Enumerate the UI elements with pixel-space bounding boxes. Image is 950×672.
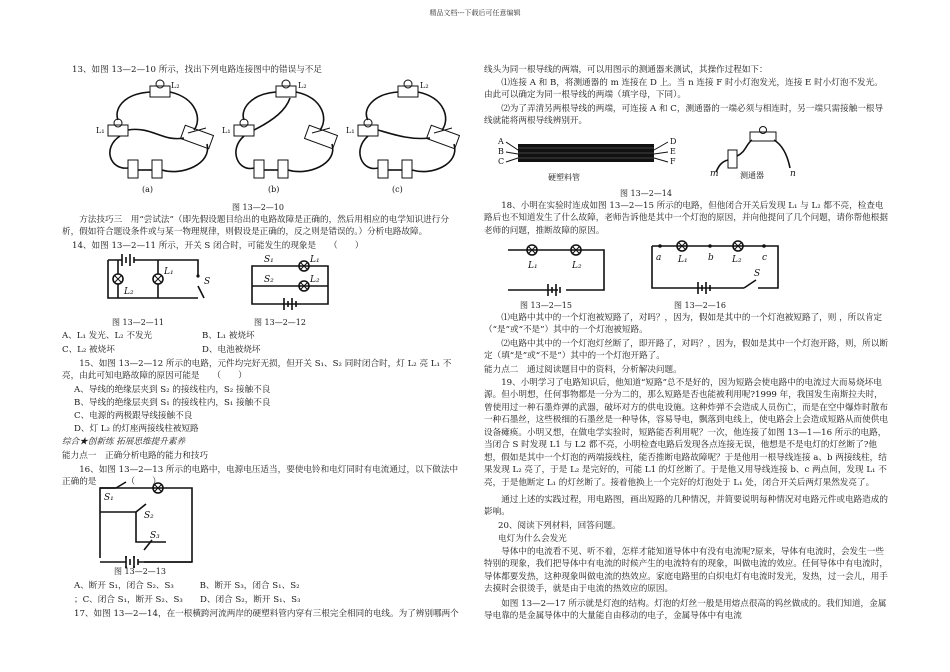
svg-text:L₂: L₂ — [310, 275, 320, 285]
q16-options-row-2: ；C、闭合 S₁，断开 S₂、S₃ D、闭合 S₂，断开 S₁、S₃ — [74, 595, 301, 605]
svg-text:L₂: L₂ — [732, 255, 742, 265]
q15-option-a: A、导线的绝缘层夹到 S₂ 的接线柱内，S₂ 接触不良 — [74, 385, 271, 395]
q20-article-title: 电灯为什么会发光 — [498, 534, 567, 544]
figure-13-2-16 — [648, 238, 788, 298]
figure-13-2-10 — [62, 80, 466, 195]
svg-text:L₁: L₁ — [96, 126, 105, 135]
question-14: 14、如图 13—2—11 所示，开关 S 闭合时，可能发生的现象是 （ ） — [72, 241, 364, 251]
svg-text:E: E — [670, 147, 676, 156]
q18-part-1: ⑴电路中其中的一个灯泡被短路了，对吗？，因为，假如是其中的一个灯泡被短路了，则 ，所以肯定（“是”或“不是”）其中的一个灯泡被短路。 — [484, 313, 883, 336]
svg-text:L₂: L₂ — [298, 81, 307, 90]
circuit-c — [346, 80, 459, 194]
svg-text:L₁: L₁ — [222, 126, 231, 135]
caption-13-2-16: 图 13—2—16 — [674, 301, 726, 310]
svg-text:b: b — [708, 253, 714, 263]
question-19-task: 通过上述的实践过程，用电路图，画出短路的几种情况，并简要说明每种情况对电路元件或电路造成的影响。 — [484, 495, 888, 518]
svg-text:S₁: S₁ — [264, 255, 274, 265]
caption-13-2-14: 图 13—2—14 — [620, 189, 672, 198]
svg-text:S₃: S₃ — [150, 531, 160, 541]
svg-text:测通器: 测通器 — [740, 171, 764, 180]
svg-text:S: S — [754, 269, 761, 279]
figure-13-2-11 — [98, 254, 218, 314]
caption-13-2-10: 图 13—2—10 — [232, 203, 284, 212]
q15-option-c: C、电源的两极跟导线接触不良 — [74, 411, 193, 421]
label-b: (b) — [268, 185, 280, 194]
figure-13-2-12 — [248, 254, 338, 314]
svg-text:c: c — [762, 253, 768, 263]
q17-part-1: ⑴连接 A 和 B，将测通器的 m 连接在 D 上。当 n 连接 F 时小灯泡发光，连接 E 时小灯泡不发光。由此可以确定为同一根导线的两端（填字母，下同）。 — [484, 78, 883, 101]
question-13: 13、如图 13—2—10 所示，找出下列电路连接图中的错误与不足 — [72, 65, 322, 75]
q16-options-row-1: A、断开 S₁，闭合 S₂、S₃ B、断开 S₃，闭合 S₁、S₂ — [74, 581, 300, 591]
figure-13-2-15 — [504, 242, 614, 298]
ability-point-2: 能力点二 通过阅读题目中的资料，分析解决问题。 — [484, 365, 682, 375]
svg-text:S₁: S₁ — [104, 493, 114, 503]
section-heading: 综合★创新练 拓展思维提升素养 — [62, 437, 186, 447]
circuit-a — [96, 80, 213, 194]
method-tip-3: 方法技巧三 用“尝试法”（即先假设题目给出的电路故障是正确的，然后用相应的电学知识进行分析，假如符合题设条件或与某一物理规律，则假设是正确的，反之则是错误的。）分析电路故障。 — [62, 215, 449, 238]
q14-option-d: D、电池被烧坏 — [202, 345, 261, 355]
question-17: 17、如图 13—2—14，在一根横跨河流两岸的硬塑料管内穿有三根完全相同的电线。为了辨别哪两个 — [74, 609, 459, 619]
svg-text:a: a — [656, 253, 662, 263]
svg-text:L₂: L₂ — [124, 287, 134, 297]
question-15: 15、如图 13—2—12 所示的电路，元件均完好无损，但开关 S₁、S₂ 同时闭合时，灯 L₂ 亮 L₁ 不亮，由此可知电路故障的原因可能是 （ ） — [62, 359, 452, 382]
svg-text:A: A — [498, 137, 504, 146]
svg-text:S: S — [204, 277, 211, 287]
svg-text:L₂: L₂ — [171, 81, 180, 90]
svg-text:F: F — [670, 157, 676, 166]
caption-13-2-12: 图 13—2—12 — [254, 318, 306, 327]
question-18: 18、小明在实验时连成如图 13—2—15 所示的电路，但他闭合开关后发现 L₁ 与 L₂ 都不亮，检查电路后也不知道发生了什么故障，老师告诉他是其中一个灯泡的原因，并向他提问了几个问题，请你帮他根据老师的问题，推断故障的原因。 — [484, 201, 888, 236]
svg-text:L₁: L₁ — [528, 261, 538, 271]
caption-13-2-13: 图 13—2—13 — [114, 567, 166, 576]
svg-text:m: m — [710, 169, 719, 179]
svg-text:C: C — [498, 157, 505, 166]
q18-part-2: ⑵电路中其中的一个灯泡灯丝断了，即开路了，对吗？，因为，假如是其中一个灯泡开路，则，所以断定（填“是”或“不是”）其中的一个灯泡开路了。 — [484, 339, 888, 362]
circuit-b — [222, 80, 337, 194]
q15-option-b: B、导线的绝缘层夹到 S₁ 的接线柱内，S₁ 接触不良 — [74, 398, 271, 408]
caption-13-2-11: 图 13—2—11 — [112, 318, 164, 327]
svg-text:L₁: L₁ — [678, 255, 688, 265]
q20-paragraph-1: 导体中的电流看不见、听不着，怎样才能知道导体中有没有电流呢?原来，导体有电流时，会发生一些特别的现象，我们把导体中有电流的时候产生的电流特有的现象，叫做电流的效应。任何导体中有电流时，导体都要发热，这种现象叫做电流的热效应。家庭电路里的白炽电灯有电流时发光，发热，过一会儿，用手去摸时会很烫手，就是由于电流的热效应的原因。 — [484, 547, 888, 595]
q17-part-2: ⑵为了弄清另两根导线的两端，可连接 A 和 C，测通器的一端必须与相连时，另一端只需接触一根导线就能将两根导线辨别开。 — [484, 104, 884, 127]
ability-point-1: 能力点一 正确分析电路的能力和技巧 — [62, 451, 209, 461]
label-c: (c) — [392, 185, 403, 194]
q17-continued: 线头为同一根导线的两端，可以用图示的测通器来测试，其操作过程如下： — [484, 65, 768, 75]
q15-option-d: D、灯 L₂ 的灯座两接线柱被短路 — [74, 424, 199, 434]
svg-text:D: D — [670, 137, 677, 146]
q20-paragraph-2: 如图 13—2—17 所示就是灯泡的结构。灯泡的灯丝一般是用熔点很高的钨丝做成的。我们知道，金属导电靠的是金属导体中的大量能自由移动的电子，金属导体中有电流 — [484, 599, 887, 622]
svg-text:L₁: L₁ — [310, 255, 320, 265]
question-19: 19、小明学习了电路知识后，他知道“短路”总不是好的，因为短路会使电路中的电流过大而易烧坏电源。但小明想，任何事物都是一分为二的，那么短路是否也能被利用呢?1999 年，我国发生南斯拉夫时，曾使用过一种石墨炸弹的武器，破坏对方的供电设施。这种炸弹不会造成人员伤亡，而是在空中爆炸时散布一种石墨丝，这些极细的石墨丝是一种导体，容易导电，飘落到电线上，使电路会上会造成短路从而使供电设备瘫痪。小明又想，在做电学实验时，短路能否利用呢？一次，他连接了如图 13—1—16 所示的电路，当闭合 S 时发现 L1 与 L2 都不亮，小明检查电路后发现各点连接无误，他想是不是电灯的灯丝断了?他想，假如是其中一个灯泡的两端接线柱，能否推断电路故障呢？于是他用一根导线连接 a、b 两接线柱，结果发现 L₂ 亮了，于是 L₂ 是完好的，可能 L1 的灯丝断了。于是他又用导线连接 b、c 两点间，发现 L₁ 不亮，于是他断定 L₁ 的灯丝断了。接着他换上一个完好的灯泡处于 L₁ 处，闭合开关后两灯果然发亮了。 — [484, 378, 888, 488]
svg-text:S₂: S₂ — [264, 275, 274, 285]
svg-text:硬塑料管: 硬塑料管 — [548, 173, 580, 182]
q14-option-c: C、L₂ 被烧坏 — [62, 345, 115, 355]
svg-text:n: n — [790, 169, 796, 179]
caption-13-2-15: 图 13—2—15 — [520, 301, 572, 310]
svg-text:S₂: S₂ — [144, 511, 154, 521]
q14-option-a: A、L₁ 发光、L₂ 不发光 — [62, 331, 153, 341]
figure-13-2-14 — [484, 128, 890, 198]
svg-text:L₂: L₂ — [420, 81, 429, 90]
svg-text:L₁: L₁ — [164, 267, 174, 277]
svg-text:L₁: L₁ — [346, 126, 355, 135]
page-header: 精品文档---下载后可任意编辑 — [429, 9, 521, 17]
q14-option-b: B、L₁ 被烧坏 — [202, 331, 255, 341]
figure-13-2-13 — [96, 482, 206, 572]
question-20: 20、阅读下列材料，回答问题。 — [498, 521, 621, 531]
svg-text:B: B — [498, 147, 504, 156]
svg-text:L₂: L₂ — [572, 261, 582, 271]
question-16: 16、如图 13—2—13 所示的电路中，电源电压适当，要使电铃和电灯同时有电流通过，以下做法中正确的是 （ ） — [62, 465, 459, 488]
label-a: (a) — [142, 185, 154, 194]
